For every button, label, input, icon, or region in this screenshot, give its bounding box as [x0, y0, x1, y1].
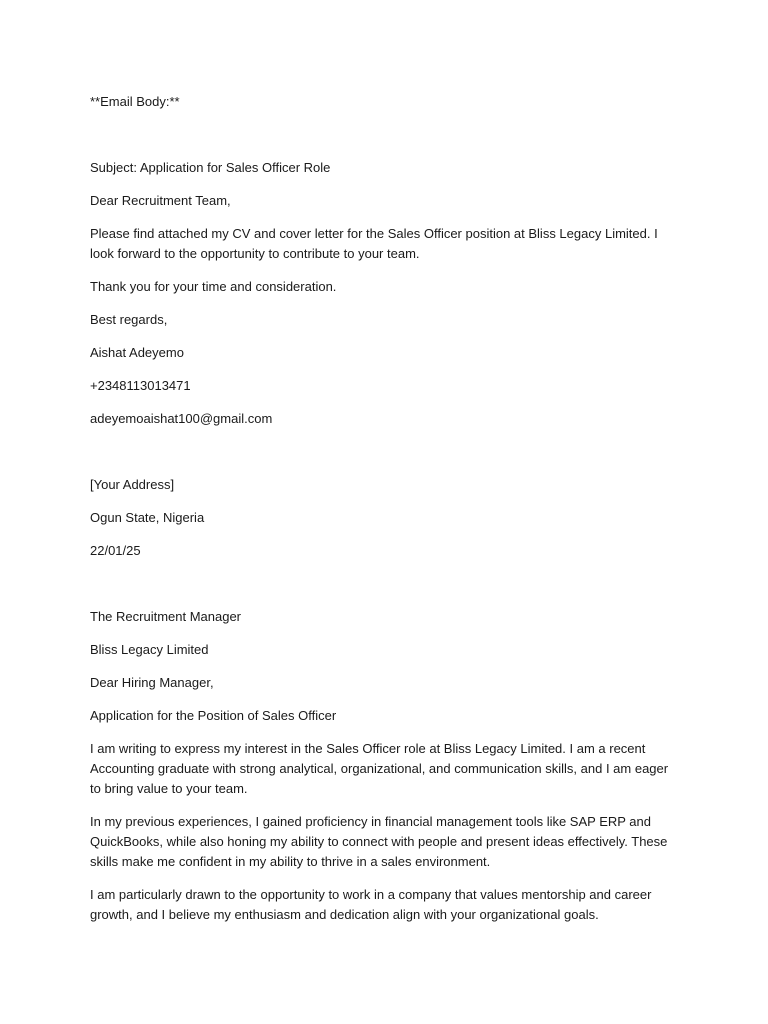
email-greeting: Dear Recruitment Team,: [90, 193, 231, 208]
letter-paragraph: In my previous experiences, I gained proficiency in financial management tools like SAP ERP and QuickBooks, while also honing my ability to connect with people and present ideas effectively. These skills make me confident in my ability to thrive in a sales environment.: [90, 814, 668, 869]
email-closing: Best regards,: [90, 312, 168, 327]
letter-paragraph: I am writing to express my interest in the Sales Officer role at Bliss Legacy Limited. I am a recent Accounting graduate with strong analytical, organizational, and communication skills, and I am eager to bring value to your team.: [90, 741, 669, 796]
recipient-company: Bliss Legacy Limited: [90, 642, 209, 657]
recipient-title: The Recruitment Manager: [90, 609, 242, 624]
letter-paragraph: I am particularly drawn to the opportunity to work in a company that values mentorship and career growth, and I believe my enthusiasm and dedication align with your organizational goals.: [90, 887, 652, 922]
spacer: [90, 125, 680, 158]
spacer: [90, 574, 680, 607]
document-body: [90, 92, 680, 938]
letter-date: 22/01/25: [90, 543, 141, 558]
sender-email: adeyemoaishat100@gmail.com: [90, 411, 273, 426]
sender-phone: +2348113013471: [90, 378, 191, 393]
spacer: [90, 442, 680, 475]
address-placeholder: [Your Address]: [90, 477, 175, 492]
email-body-text: Please find attached my CV and cover letter for the Sales Officer position at Bliss Legacy Limited. I look forward to the opportunity to contribute to your team.: [90, 226, 658, 261]
sender-location: Ogun State, Nigeria: [90, 510, 205, 525]
email-subject: Subject: Application for Sales Officer Role: [90, 160, 331, 175]
letter-salutation: Dear Hiring Manager,: [90, 675, 214, 690]
email-thanks: Thank you for your time and consideration.: [90, 279, 337, 294]
letter-title: Application for the Position of Sales Officer: [90, 708, 337, 723]
sender-name: Aishat Adeyemo: [90, 345, 184, 360]
email-body-heading: **Email Body:**: [90, 94, 180, 109]
